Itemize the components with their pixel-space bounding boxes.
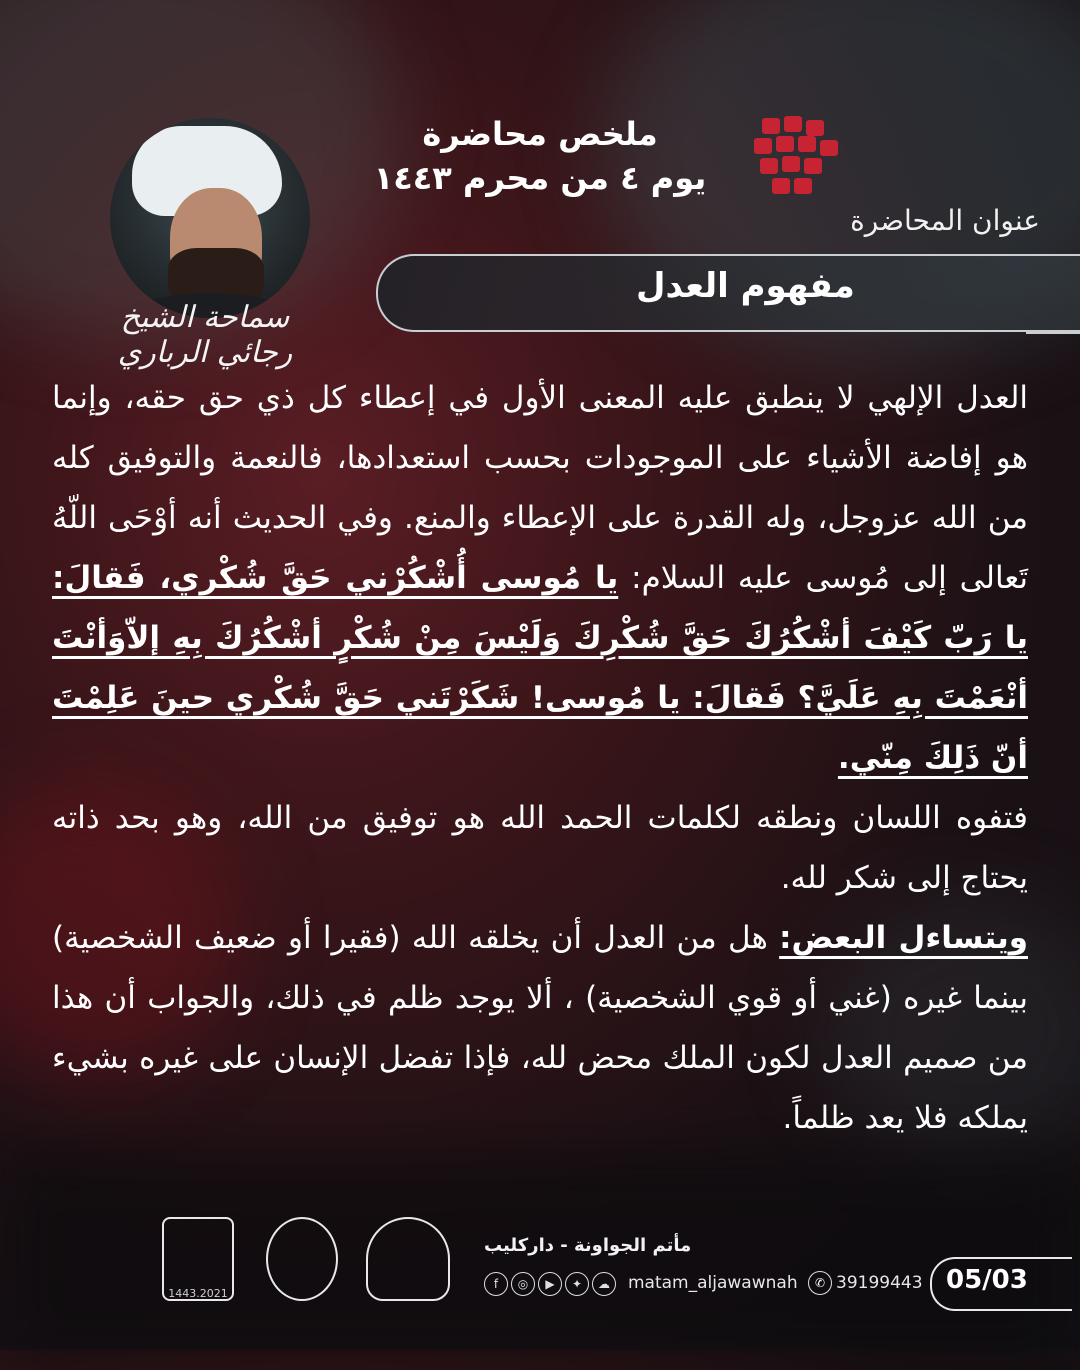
- paragraph-2: فتفوه اللسان ونطقه لكلمات الحمد الله هو توفيق من الله، وهو بحد ذاته يحتاج إلى شكر لله.: [52, 800, 1028, 896]
- instagram-icon[interactable]: ◎: [511, 1272, 535, 1296]
- lecture-body: [52, 368, 1028, 1148]
- facebook-icon[interactable]: f: [484, 1272, 508, 1296]
- hadith-quote: يا مُوسى أُشْكُرْني حَقَّ شُكْري، فَقالَ: يا رَبّ كَيْفَ أشْكُرُكَ حَقَّ شُكْرِكَ وَلَيْسَ مِنْ شُكْرٍ أشْكُرُكَ بِهِ إلاّوَأنْتَ أنْعَمْتَ بِهِ عَلَيَّ؟ فَقالَ: يا مُوسى! شَكَرْتَني حَقَّ شُكْري حينَ عَلِمْتَ أنّ ذَلِكَ مِنّي.: [52, 560, 1028, 776]
- title-line-2: يوم ٤ من محرم ١٤٤٣: [373, 159, 707, 197]
- phone-number[interactable]: 39199443: [836, 1273, 923, 1293]
- page-title: [340, 112, 740, 200]
- twitter-icon[interactable]: ✦: [565, 1272, 589, 1296]
- lecture-label: عنوان المحاضرة: [850, 204, 1040, 237]
- matam-logo: [366, 1217, 450, 1301]
- org-name: مأتم الجواونة - داركليب: [484, 1235, 692, 1256]
- speaker-signature: سماحة الشيخ رجائي الرباري: [117, 300, 293, 370]
- title-line-1: ملخص محاضرة: [422, 115, 658, 153]
- youtube-icon[interactable]: ▶: [538, 1272, 562, 1296]
- soundcloud-icon[interactable]: ☁: [592, 1272, 616, 1296]
- paragraph-3-text: هل من العدل أن يخلقه الله (فقيرا أو ضعيف الشخصية) بينما غيره (غني أو قوي الشخصية) ، ألا يوجد ظلم في ذلك، والجواب أن هذا من صميم العدل لكون الملك محض لله، فإذا تفضل الإنسان على غيره بشيء يملكه فلا يعد ظلماً.: [52, 920, 1028, 1136]
- whatsapp-icon: ✆: [808, 1271, 832, 1295]
- speaker-portrait: [110, 118, 310, 318]
- paragraph-1: [52, 368, 1028, 788]
- social-icons: [484, 1271, 616, 1297]
- ashura-logo: [266, 1217, 338, 1301]
- banner-divider: [1026, 332, 1080, 334]
- paragraph-3: [52, 908, 1028, 1148]
- lecture-title: مفهوم العدل: [636, 266, 855, 306]
- logo-year: 1443.2021: [168, 1287, 228, 1300]
- footer: [0, 1205, 1080, 1325]
- page-number: 05/03: [946, 1265, 1028, 1295]
- question-lead: ويتساءل البعض:: [779, 920, 1028, 956]
- social-handle[interactable]: matam_aljawawnah: [628, 1273, 798, 1293]
- grid-window-icon: [740, 112, 840, 202]
- lecture-title-banner: [376, 254, 1080, 332]
- paragraph-1-text: العدل الإلهي لا ينطبق عليه المعنى الأول في إعطاء كل ذي حق حقه، وإنما هو إفاضة الأشياء على الموجودات بحسب استعدادها، فالنعمة والتوفيق كله من الله عزوجل، وله القدرة على الإعطاء والمنع. وفي الحديث أنه أوْحَى اللّهُ تَعالى إلى مُوسى عليه السلام:: [52, 380, 1028, 596]
